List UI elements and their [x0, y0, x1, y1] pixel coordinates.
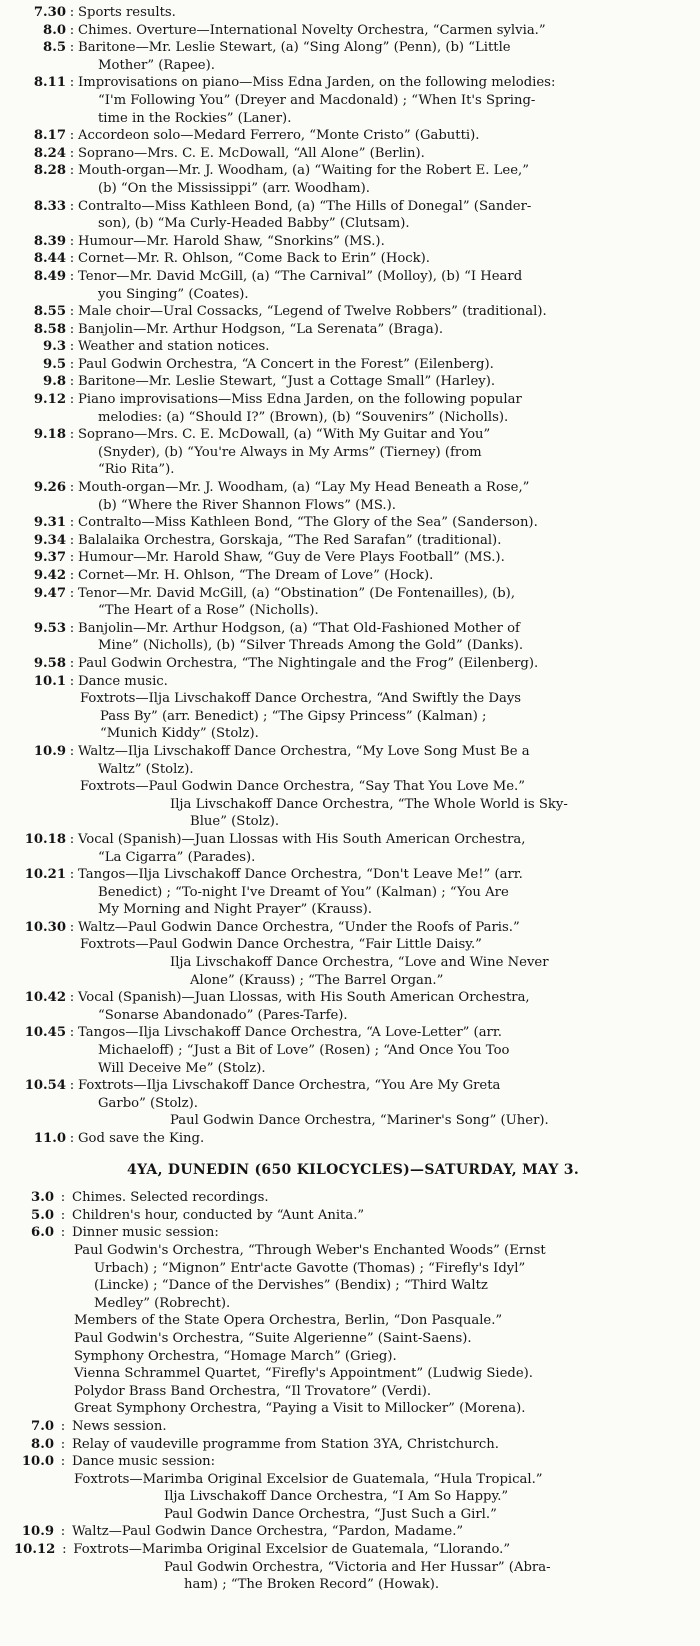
entry-line: Waltz” (Stolz). — [98, 761, 194, 777]
schedule-entry — [14, 233, 692, 251]
schedule-entry — [14, 585, 692, 620]
entry-line: Balalaika Orchestra, Gorskaja, “The Red Sarafan” (traditional). — [78, 532, 502, 548]
entry-text — [78, 426, 692, 479]
schedule-entry — [14, 655, 692, 673]
schedule-entry — [14, 796, 692, 831]
entry-line: Ilja Livschakoff Dance Orchestra, “I Am So Happy.” — [164, 1489, 509, 1505]
entry-line: “I'm Following You” (Dreyer and Macdonald) ; “When It's Spring- — [98, 92, 536, 108]
schedule-entry — [14, 391, 692, 426]
entry-text — [78, 919, 692, 937]
entry-time: 8.44 — [33, 251, 66, 267]
entry-text — [72, 1312, 692, 1330]
entry-separator: : — [69, 990, 75, 1006]
entry-separator: : — [69, 75, 75, 91]
entry-text — [78, 1112, 692, 1130]
entry-line: Paul Godwin Orchestra, “A Concert in the Forest” (Eilenberg). — [78, 356, 494, 372]
entry-separator: : — [69, 1131, 75, 1146]
entry-line: Members of the State Opera Orchestra, Berlin, “Don Pasquale.” — [74, 1313, 503, 1329]
entry-time: 8.24 — [33, 145, 66, 161]
schedule-entry — [14, 1559, 692, 1594]
entry-line: Banjolin—Mr. Arthur Hodgson, “La Serenata” (Braga). — [78, 321, 444, 337]
entry-line: Baritone—Mr. Leslie Stewart, “Just a Cottage Small” (Harley). — [78, 374, 496, 390]
entry-separator: : — [69, 515, 75, 531]
program-section-2 — [14, 1189, 692, 1594]
schedule-entry — [14, 936, 692, 954]
schedule-entry — [14, 1418, 692, 1436]
entry-time: 9.47 — [33, 585, 66, 601]
entry-text — [72, 1506, 692, 1524]
entry-text — [78, 391, 692, 426]
entry-time: 9.3 — [43, 339, 66, 355]
entry-separator: : — [60, 1225, 66, 1241]
entry-time: 10.9 — [21, 1524, 54, 1540]
entry-line: Tenor—Mr. David McGill, (a) “Obstination” (De Fontenailles), (b), — [78, 585, 516, 601]
entry-line: Ilja Livschakoff Dance Orchestra, “Love and Wine Never — [170, 955, 549, 971]
schedule-entry — [14, 1383, 692, 1401]
entry-time: 10.45 — [24, 1025, 66, 1041]
schedule-entry — [14, 127, 692, 145]
schedule-entry — [14, 1365, 692, 1383]
entry-text — [78, 74, 692, 127]
schedule-entry — [14, 567, 692, 585]
entry-line: Tangos—Ilja Livschakoff Dance Orchestra, “Don't Leave Me!” (arr. — [78, 867, 523, 883]
schedule-entry — [14, 1207, 692, 1225]
entry-separator: : — [69, 374, 75, 390]
entry-time: 8.28 — [33, 163, 66, 179]
schedule-entry — [14, 1189, 692, 1207]
entry-separator: : — [69, 128, 75, 144]
schedule-entry — [14, 426, 692, 479]
entry-line: Blue” (Stolz). — [190, 814, 280, 830]
entry-separator: : — [60, 1190, 66, 1206]
entry-line: Alone” (Krauss) ; “The Barrel Organ.” — [190, 972, 444, 988]
entry-separator: : — [69, 268, 75, 284]
schedule-entry — [14, 989, 692, 1024]
entry-time: 10.9 — [33, 743, 66, 759]
entry-separator: : — [69, 655, 75, 671]
entry-line: Vocal (Spanish)—Juan Llossas, with His South American Orchestra, — [78, 990, 530, 1006]
entry-text — [78, 268, 692, 303]
entry-time: 7.30 — [33, 5, 66, 20]
entry-line: you Singing” (Coates). — [98, 286, 249, 302]
entry-separator: : — [69, 831, 75, 847]
schedule-entry — [14, 1471, 692, 1489]
entry-time: 6.0 — [31, 1225, 54, 1241]
schedule-entry — [14, 74, 692, 127]
entry-line: Humour—Mr. Harold Shaw, “Guy de Vere Plays Football” (MS.). — [78, 550, 505, 566]
entry-text — [72, 1488, 692, 1506]
entry-line: Mouth-organ—Mr. J. Woodham, (a) “Lay My Head Beneath a Rose,” — [78, 480, 530, 496]
entry-text — [78, 796, 692, 831]
entry-line: Dance music. — [78, 673, 168, 689]
entry-line: (b) “Where the River Shannon Flows” (MS.). — [98, 497, 396, 513]
entry-line: “Sonarse Abandonado” (Pares-Tarfe). — [98, 1007, 348, 1023]
entry-text — [78, 321, 692, 339]
entry-line: Tangos—Ilja Livschakoff Dance Orchestra, “A Love-Letter” (arr. — [78, 1025, 502, 1041]
entry-separator: : — [69, 1025, 75, 1041]
entry-line: Soprano—Mrs. C. E. McDowall, “All Alone” (Berlin). — [78, 145, 425, 161]
entry-text — [78, 162, 692, 197]
entry-text — [78, 356, 692, 374]
entry-time: 8.55 — [33, 304, 66, 320]
entry-text — [78, 866, 692, 919]
entry-line: Paul Godwin Dance Orchestra, “Mariner's Song” (Uher). — [170, 1113, 549, 1129]
entry-line: Foxtrots—Ilja Livschakoff Dance Orchestra, “You Are My Greta — [78, 1078, 501, 1094]
entry-line: Foxtrots—Paul Godwin Dance Orchestra, “Say That You Love Me.” — [80, 779, 525, 795]
entry-separator: : — [69, 743, 75, 759]
entry-text — [78, 778, 692, 796]
entry-line: Vocal (Spanish)—Juan Llossas with His South American Orchestra, — [78, 831, 526, 847]
entry-line: Paul Godwin's Orchestra, “Suite Algerienne” (Saint-Saens). — [74, 1330, 472, 1346]
entry-time: 10.1 — [33, 673, 66, 689]
entry-time: 10.12 — [14, 1542, 56, 1558]
entry-text — [72, 1523, 692, 1541]
entry-line: (Snyder), (b) “You're Always in My Arms” (Tierney) (from — [98, 444, 482, 460]
entry-line: Relay of vaudeville programme from Station 3YA, Christchurch. — [72, 1436, 499, 1452]
entry-time: 9.12 — [33, 392, 66, 408]
entry-separator: : — [60, 1207, 66, 1223]
program-section-1 — [14, 4, 692, 1148]
entry-time: 5.0 — [31, 1207, 54, 1223]
entry-time: 10.54 — [24, 1078, 66, 1094]
entry-separator: : — [60, 1454, 66, 1470]
schedule-entry — [14, 303, 692, 321]
entry-text — [78, 1024, 692, 1077]
entry-line: Foxtrots—Ilja Livschakoff Dance Orchestra, “And Swiftly the Days — [80, 691, 522, 707]
schedule-entry — [14, 250, 692, 268]
entry-time: 10.0 — [21, 1454, 54, 1470]
schedule-entry — [14, 338, 692, 356]
entry-separator: : — [60, 1436, 66, 1452]
entry-separator: : — [69, 1078, 75, 1094]
entry-time: 9.8 — [43, 374, 66, 390]
entry-line: Humour—Mr. Harold Shaw, “Snorkins” (MS.). — [78, 233, 385, 249]
entry-line: Ilja Livschakoff Dance Orchestra, “The Whole World is Sky- — [170, 796, 568, 812]
entry-text — [72, 1189, 692, 1207]
entry-time: 9.37 — [33, 550, 66, 566]
entry-text — [72, 1365, 692, 1383]
schedule-entry — [14, 919, 692, 937]
entry-line: Mine” (Nicholls), (b) “Silver Threads Among the Gold” (Danks). — [98, 638, 524, 654]
schedule-entry — [14, 532, 692, 550]
entry-time: 10.18 — [24, 831, 66, 847]
entry-separator: : — [60, 1418, 66, 1434]
schedule-entry — [14, 268, 692, 303]
schedule-entry — [14, 1541, 692, 1559]
schedule-entry — [14, 22, 692, 40]
entry-time: 9.18 — [33, 427, 66, 443]
schedule-entry — [14, 1330, 692, 1348]
schedule-entry — [14, 356, 692, 374]
entry-line: Contralto—Miss Kathleen Bond, (a) “The Hills of Donegal” (Sander- — [78, 198, 532, 214]
entry-text — [78, 338, 692, 356]
entry-separator: : — [69, 867, 75, 883]
schedule-entry — [14, 778, 692, 796]
schedule-entry — [14, 831, 692, 866]
schedule-entry — [14, 1488, 692, 1506]
entry-time: 10.21 — [24, 867, 66, 883]
entry-time: 8.0 — [43, 22, 66, 38]
schedule-entry — [14, 39, 692, 74]
entry-text — [78, 532, 692, 550]
entry-text — [78, 567, 692, 585]
entry-line: “The Heart of a Rose” (Nicholls). — [98, 603, 319, 619]
entry-separator: : — [69, 532, 75, 548]
entry-line: Paul Godwin Orchestra, “Victoria and Her Hussar” (Abra- — [164, 1559, 551, 1575]
entry-line: Foxtrots—Marimba Original Excelsior de Guatemala, “Hula Tropical.” — [74, 1471, 543, 1487]
schedule-entry — [14, 620, 692, 655]
entry-text — [78, 145, 692, 163]
entry-separator: : — [69, 163, 75, 179]
entry-line: (b) “On the Mississippi” (arr. Woodham). — [98, 180, 370, 196]
entry-line: Piano improvisations—Miss Edna Jarden, on the following popular — [78, 392, 522, 408]
entry-line: Improvisations on piano—Miss Edna Jarden, on the following melodies: — [78, 75, 556, 91]
schedule-entry — [14, 4, 692, 22]
entry-line: Mother” (Rapee). — [98, 57, 215, 73]
entry-line: Soprano—Mrs. C. E. McDowall, (a) “With My Guitar and You” — [78, 427, 491, 443]
entry-line: Will Deceive Me” (Stolz). — [98, 1060, 266, 1076]
entry-separator: : — [69, 339, 75, 355]
entry-separator: : — [69, 356, 75, 372]
entry-line: “La Cigarra” (Parades). — [98, 849, 256, 865]
entry-text — [78, 4, 692, 22]
entry-time: 7.0 — [31, 1418, 54, 1434]
schedule-entry — [14, 866, 692, 919]
entry-line: Urbach) ; “Mignon” Entr'acte Gavotte (Thomas) ; “Firefly's Idyl” — [94, 1260, 526, 1276]
entry-line: Vienna Schrammel Quartet, “Firefly's Appointment” (Ludwig Siede). — [74, 1366, 533, 1382]
schedule-entry — [14, 1312, 692, 1330]
entry-line: Benedict) ; “To-night I've Dreamt of You” (Kalman) ; “You Are — [98, 884, 509, 900]
entry-separator: : — [69, 233, 75, 249]
entry-line: Baritone—Mr. Leslie Stewart, (a) “Sing Along” (Penn), (b) “Little — [78, 40, 511, 56]
entry-separator: : — [69, 321, 75, 337]
entry-text — [78, 479, 692, 514]
entry-text — [78, 39, 692, 74]
entry-line: melodies: (a) “Should I?” (Brown), (b) “Souvenirs” (Nicholls). — [98, 409, 509, 425]
entry-line: Sports results. — [78, 5, 176, 20]
entry-line: Foxtrots—Marimba Original Excelsior de Guatemala, “Llorando.” — [73, 1542, 511, 1558]
entry-text — [72, 1330, 692, 1348]
entry-text — [78, 1077, 692, 1112]
entry-line: Male choir—Ural Cossacks, “Legend of Twelve Robbers” (traditional). — [78, 304, 547, 320]
entry-line: Contralto—Miss Kathleen Bond, “The Glory of the Sea” (Sanderson). — [78, 515, 538, 531]
entry-text — [78, 585, 692, 620]
entry-text — [78, 198, 692, 233]
entry-separator: : — [69, 392, 75, 408]
entry-time: 11.0 — [33, 1131, 66, 1146]
entry-text — [78, 373, 692, 391]
entry-separator: : — [69, 198, 75, 214]
schedule-entry — [14, 373, 692, 391]
entry-separator: : — [69, 145, 75, 161]
entry-line: Pass By” (arr. Benedict) ; “The Gipsy Princess” (Kalman) ; — [100, 708, 487, 724]
entry-time: 8.58 — [33, 321, 66, 337]
entry-text — [72, 1418, 692, 1436]
schedule-entry — [14, 479, 692, 514]
entry-line: Michaeloff) ; “Just a Bit of Love” (Rosen) ; “And Once You Too — [98, 1043, 510, 1059]
entry-line: Foxtrots—Paul Godwin Dance Orchestra, “Fair Little Daisy.” — [80, 937, 482, 953]
entry-time: 9.53 — [33, 620, 66, 636]
entry-line: Accordeon solo—Medard Ferrero, “Monte Cristo” (Gabutti). — [78, 128, 480, 144]
entry-line: My Morning and Night Prayer” (Krauss). — [98, 902, 372, 918]
entry-line: News session. — [72, 1418, 167, 1434]
entry-line: Polydor Brass Band Orchestra, “Il Trovatore” (Verdi). — [74, 1383, 432, 1399]
entry-text — [78, 673, 692, 691]
entry-separator: : — [69, 5, 75, 20]
entry-line: Children's hour, conducted by “Aunt Anita.” — [72, 1207, 365, 1223]
entry-text — [78, 831, 692, 866]
entry-time: 8.0 — [31, 1436, 54, 1452]
entry-line: “Munich Kiddy” (Stolz). — [100, 726, 259, 742]
entry-time: 9.42 — [33, 568, 66, 583]
entry-text — [78, 936, 692, 954]
entry-separator: : — [69, 304, 75, 320]
entry-text — [72, 1224, 692, 1242]
entry-time: 9.34 — [33, 532, 66, 548]
entry-time: 9.26 — [33, 480, 66, 496]
entry-text — [72, 1242, 692, 1312]
entry-line: Symphony Orchestra, “Homage March” (Grieg). — [74, 1348, 397, 1364]
entry-time: 9.5 — [43, 356, 66, 372]
entry-text — [73, 1541, 692, 1559]
entry-separator: : — [69, 673, 75, 689]
entry-text — [78, 514, 692, 532]
schedule-entry — [14, 198, 692, 233]
entry-time: 8.33 — [33, 198, 66, 214]
entry-line: Dinner music session: — [72, 1225, 219, 1241]
schedule-entry — [14, 162, 692, 197]
entry-line: Weather and station notices. — [78, 339, 270, 355]
entry-line: Mouth-organ—Mr. J. Woodham, (a) “Waiting for the Robert E. Lee,” — [78, 163, 529, 179]
entry-text — [78, 989, 692, 1024]
entry-line: time in the Rockies” (Laner). — [98, 110, 292, 126]
entry-line: Waltz—Ilja Livschakoff Dance Orchestra, “My Love Song Must Be a — [78, 743, 530, 759]
entry-line: Paul Godwin Orchestra, “The Nightingale and the Frog” (Eilenberg). — [78, 655, 539, 671]
entry-line: Paul Godwin's Orchestra, “Through Weber's Enchanted Woods” (Ernst — [74, 1242, 546, 1258]
entry-separator: : — [69, 919, 75, 935]
schedule-entry — [14, 1077, 692, 1112]
schedule-entry — [14, 321, 692, 339]
schedule-entry — [14, 1523, 692, 1541]
entry-text — [78, 620, 692, 655]
entry-text — [72, 1400, 692, 1418]
entry-separator: : — [69, 585, 75, 601]
entry-time: 8.49 — [33, 268, 66, 284]
entry-line: Waltz—Paul Godwin Dance Orchestra, “Under the Roofs of Paris.” — [78, 919, 520, 935]
entry-separator: : — [69, 550, 75, 566]
entry-line: Medley” (Robrecht). — [94, 1295, 231, 1311]
entry-separator: : — [62, 1542, 67, 1558]
entry-separator: : — [69, 427, 75, 443]
entry-time: 8.39 — [33, 233, 66, 249]
entry-text — [78, 655, 692, 673]
station-heading: 4YA, DUNEDIN (650 KILOCYCLES)—SATURDAY, MAY 3. — [126, 1161, 580, 1178]
entry-line: son), (b) “Ma Curly-Headed Babby” (Clutsam). — [98, 216, 410, 232]
entry-text — [78, 690, 692, 743]
entry-time: 10.30 — [24, 919, 66, 935]
schedule-entry — [14, 690, 692, 743]
entry-text — [78, 233, 692, 251]
entry-line: Paul Godwin Dance Orchestra, “Just Such a Girl.” — [164, 1506, 497, 1522]
entry-separator: : — [69, 40, 75, 56]
schedule-entry — [14, 1453, 692, 1471]
entry-text — [78, 743, 692, 778]
schedule-entry — [14, 743, 692, 778]
schedule-entry — [14, 1130, 692, 1148]
entry-time: 8.17 — [33, 128, 66, 144]
schedule-entry — [14, 549, 692, 567]
schedule-entry — [14, 145, 692, 163]
schedule-entry — [14, 1436, 692, 1454]
entry-time: 8.11 — [33, 75, 66, 91]
entry-line: (Lincke) ; “Dance of the Dervishes” (Bendix) ; “Third Waltz — [94, 1278, 488, 1294]
entry-time: 9.58 — [33, 655, 66, 671]
entry-text — [72, 1471, 692, 1489]
entry-line: God save the King. — [78, 1131, 205, 1146]
schedule-entry — [14, 1348, 692, 1366]
entry-text — [78, 22, 692, 40]
entry-time: 3.0 — [31, 1190, 54, 1206]
entry-text — [78, 954, 692, 989]
entry-separator: : — [69, 251, 75, 267]
schedule-entry — [14, 1224, 692, 1242]
entry-line: Tenor—Mr. David McGill, (a) “The Carnival” (Molloy), (b) “I Heard — [78, 268, 523, 284]
entry-line: Great Symphony Orchestra, “Paying a Visit to Millocker” (Morena). — [74, 1401, 526, 1417]
entry-time: 8.5 — [43, 40, 66, 56]
entry-text — [72, 1207, 692, 1225]
entry-line: Waltz—Paul Godwin Dance Orchestra, “Pardon, Madame.” — [72, 1524, 464, 1540]
entry-text — [72, 1383, 692, 1401]
entry-line: ham) ; “The Broken Record” (Howak). — [184, 1577, 440, 1593]
schedule-entry — [14, 1506, 692, 1524]
entry-separator: : — [60, 1524, 66, 1540]
entry-text — [72, 1436, 692, 1454]
entry-line: Banjolin—Mr. Arthur Hodgson, (a) “That Old-Fashioned Mother of — [78, 620, 520, 636]
schedule-entry — [14, 1400, 692, 1418]
schedule-entry — [14, 1024, 692, 1077]
entry-text — [78, 549, 692, 567]
schedule-entry — [14, 1112, 692, 1130]
entry-line: “Rio Rita”). — [98, 462, 175, 478]
schedule-entry — [14, 514, 692, 532]
entry-text — [78, 250, 692, 268]
entry-text — [78, 1130, 692, 1148]
entry-line: Dance music session: — [72, 1454, 216, 1470]
entry-time: 9.31 — [33, 515, 66, 531]
entry-line: Chimes. Selected recordings. — [72, 1190, 269, 1206]
entry-line: Cornet—Mr. R. Ohlson, “Come Back to Erin” (Hock). — [78, 251, 430, 267]
entry-text — [72, 1453, 692, 1471]
schedule-entry — [14, 673, 692, 691]
entry-line: Cornet—Mr. H. Ohlson, “The Dream of Love” (Hock). — [78, 568, 434, 583]
entry-text — [78, 303, 692, 321]
schedule-entry — [14, 954, 692, 989]
entry-text — [72, 1559, 692, 1594]
entry-separator: : — [69, 620, 75, 636]
entry-separator: : — [69, 22, 75, 38]
entry-line: Garbo” (Stolz). — [98, 1095, 198, 1111]
entry-line: Chimes. Overture—International Novelty Orchestra, “Carmen sylvia.” — [78, 22, 546, 38]
entry-text — [72, 1348, 692, 1366]
entry-separator: : — [69, 568, 75, 583]
schedule-entry — [14, 1242, 692, 1312]
entry-time: 10.42 — [24, 990, 66, 1006]
entry-text — [78, 127, 692, 145]
entry-separator: : — [69, 480, 75, 496]
